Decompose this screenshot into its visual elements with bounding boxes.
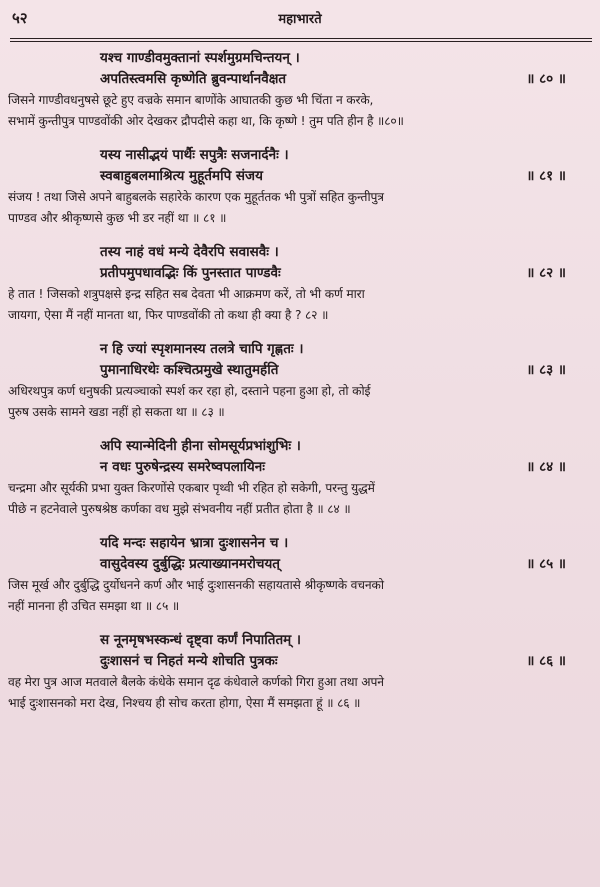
- translation-line: जिसने गाण्डीवधनुषसे छूटे हुए वज्रके समान बाणोंके आघातकी कुछ भी चिंता न करके,: [8, 93, 374, 107]
- verse-block: [0, 145, 600, 229]
- translation-line: हे तात ! जिसको शत्रुपक्षसे इन्द्र सहित सब देवता भी आक्रमण करें, तो भी कर्ण मारा: [8, 287, 365, 301]
- verse-number: ॥ ८५ ॥: [526, 556, 566, 572]
- verse-line: तस्य नाहं वधं मन्ये देवैरपि सवासवैः ।: [100, 244, 279, 260]
- verse-line-text: वासुदेवस्य दुर्बुद्धिः प्रत्याख्यानमरोचयत्: [100, 556, 280, 572]
- verse-block: [0, 436, 600, 520]
- hindi-translation: [8, 90, 592, 132]
- translation-line: भाई दुःशासनको मरा देख, निश्चय ही सोच करता होगा, ऐसा मैं समझता हूं ॥ ८६ ॥: [8, 696, 361, 710]
- translation-line: जिस मूर्ख और दुर्बुद्धि दुर्योधनने कर्ण और भाई दुःशासनकी सहायतासे श्रीकृष्णके वचनको: [8, 578, 384, 592]
- verse-line: स नूनमृषभस्कन्धं दृष्ट्वा कर्णं निपातितम् ।: [100, 632, 302, 648]
- verse-block: [0, 242, 600, 326]
- sanskrit-verse: [100, 145, 580, 187]
- header-rule: [10, 38, 592, 39]
- verse-line: अपि स्यान्मेदिनी हीना सोमसूर्यप्रभांशुभिः ।: [100, 438, 301, 454]
- verse-line: [100, 457, 580, 478]
- hindi-translation: [8, 575, 592, 617]
- page-number: ५२: [12, 9, 28, 27]
- verse-number: ॥ ८२ ॥: [526, 265, 566, 281]
- translation-line: नहीं मानना ही उचित समझा था ॥ ८५ ॥: [8, 599, 180, 613]
- header-rule-double: [10, 41, 592, 42]
- verse-line: यश्च गाण्डीवमुक्तानां स्पर्शमुग्रमचिन्तयन् ।: [100, 50, 300, 66]
- verse-block: [0, 48, 600, 132]
- translation-line: सभामें कुन्तीपुत्र पाण्डवोंकी ओर देखकर द्रौपदीसे कहा था, कि कृष्णे ! तुम पति हीन है ॥८०॥: [8, 114, 404, 128]
- sanskrit-verse: [100, 630, 580, 672]
- verse-line-text: अपतिस्त्वमसि कृष्णेति ब्रुवन्पार्थानवैक्षत: [100, 71, 287, 87]
- verse-line-text: स्वबाहुबलमाश्रित्य मुहूर्तमपि संजय: [100, 168, 263, 184]
- translation-line: संजय ! तथा जिसे अपने बाहुबलके सहारेके कारण एक मुहूर्ततक भी पुत्रों सहित कुन्तीपुत्र: [8, 190, 384, 204]
- verse-block: [0, 533, 600, 617]
- translation-line: वह मेरा पुत्र आज मतवाले बैलके कंधेके समान दृढ कंधेवाले कर्णको गिरा हुआ तथा अपने: [8, 675, 384, 689]
- translation-line: चन्द्रमा और सूर्यकी प्रभा युक्त किरणोंसे एकबार पृथ्वी भी रहित हो सकेगी, परन्तु युद्धमें: [8, 481, 375, 495]
- hindi-translation: [8, 672, 592, 714]
- sanskrit-verse: [100, 242, 580, 284]
- verse-number: ॥ ८१ ॥: [526, 168, 566, 184]
- page-header: [0, 0, 600, 42]
- verse-line: [100, 651, 580, 672]
- verse-number: ॥ ८३ ॥: [526, 362, 566, 378]
- translation-line: अधिरथपुत्र कर्ण धनुषकी प्रत्यञ्चाको स्पर्श कर रहा हो, दस्ताने पहना हुआ हो, तो कोई: [8, 384, 371, 398]
- verse-line: न हि ज्यां स्पृशमानस्य तलत्रे चापि गृह्णतः ।: [100, 341, 304, 357]
- translation-line: पीछे न हटनेवाले पुरुषश्रेष्ठ कर्णका वध मुझे संभवनीय नहीं प्रतीत होता है ॥ ८४ ॥: [8, 502, 351, 516]
- hindi-translation: [8, 187, 592, 229]
- verse-line: यदि मन्दः सहायेन भ्रात्रा दुःशासनेन च ।: [100, 535, 289, 551]
- sanskrit-verse: [100, 533, 580, 575]
- running-title: महाभारते: [278, 12, 322, 27]
- verse-line: [100, 166, 580, 187]
- translation-line: पुरुष उसके सामने खडा नहीं हो सकता था ॥ ८३ ॥: [8, 405, 225, 419]
- hindi-translation: [8, 478, 592, 520]
- verse-line: [100, 69, 580, 90]
- translation-line: जायगा, ऐसा मैं नहीं मानता था, फिर पाण्डवोंकी तो कथा ही क्या है ? ८२ ॥: [8, 308, 329, 322]
- verse-line-text: पुमानाधिरथेः कश्चित्प्रमुखे स्थातुमर्हति: [100, 362, 279, 378]
- verse-block: [0, 339, 600, 423]
- verse-number: ॥ ८० ॥: [526, 71, 566, 87]
- sanskrit-verse: [100, 339, 580, 381]
- verse-line: यस्य नासीद्भयं पार्थैः सपुत्रैः सजनार्दनैः ।: [100, 147, 289, 163]
- page-body: [0, 48, 600, 714]
- verse-number: ॥ ८४ ॥: [526, 459, 566, 475]
- verse-line-text: दुःशासनं च निहतं मन्ये शोचति पुत्रकः: [100, 653, 278, 669]
- verse-line-text: प्रतीपमुपधावद्भिः किं पुनस्तात पाण्डवैः: [100, 265, 281, 281]
- verse-line: [100, 360, 580, 381]
- hindi-translation: [8, 284, 592, 326]
- verse-line-text: न वधः पुरुषेन्द्रस्य समरेष्वपलायिनः: [100, 459, 265, 475]
- verse-line: [100, 554, 580, 575]
- hindi-translation: [8, 381, 592, 423]
- sanskrit-verse: [100, 436, 580, 478]
- verse-block: [0, 630, 600, 714]
- verse-line: [100, 263, 580, 284]
- translation-line: पाण्डव और श्रीकृष्णसे कुछ भी डर नहीं था ॥ ८१ ॥: [8, 211, 227, 225]
- verse-number: ॥ ८६ ॥: [526, 653, 566, 669]
- sanskrit-verse: [100, 48, 580, 90]
